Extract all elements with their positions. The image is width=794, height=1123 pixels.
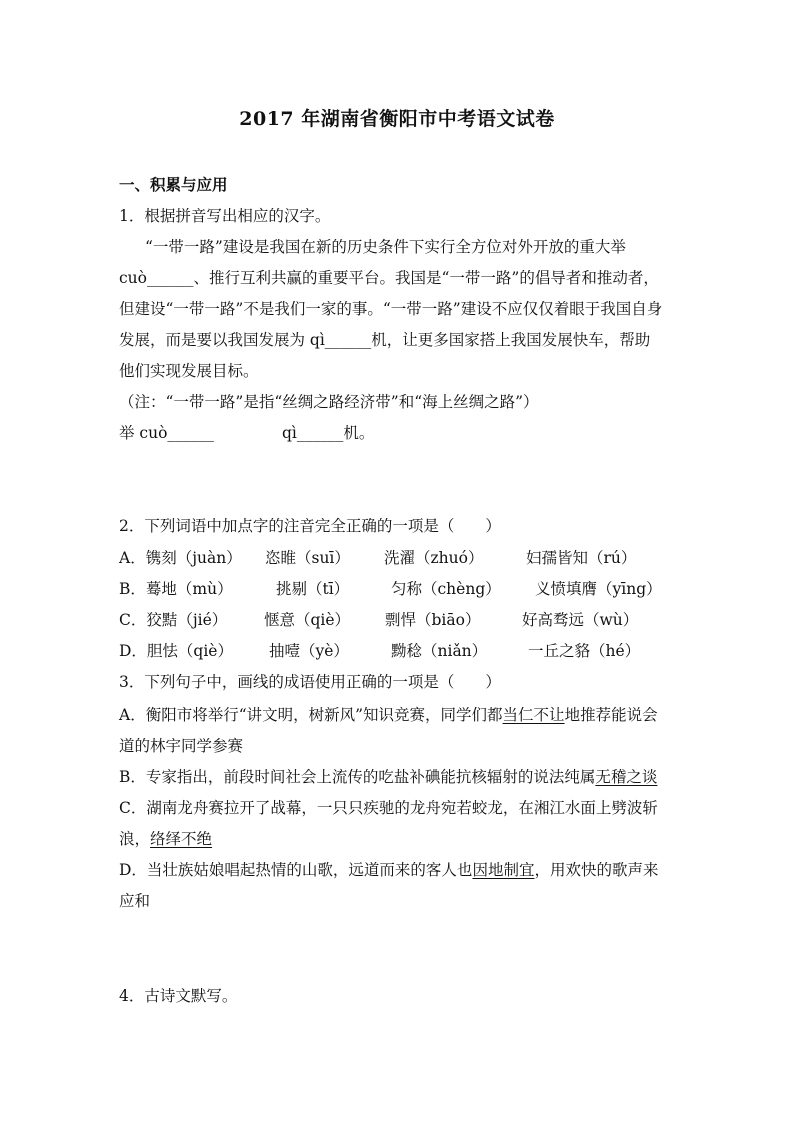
q3-option-text: 地推荐能说会 bbox=[564, 706, 658, 724]
q2-option-word: 义愤填膺（yīng） bbox=[535, 580, 662, 598]
q3-option-a[interactable] bbox=[119, 705, 658, 725]
q2-option-word: 好高骛远（wù） bbox=[522, 611, 639, 629]
q2-option-word: 挑剔（tī） bbox=[276, 580, 350, 598]
q3-option-a-cont: 道的林宇同学参赛 bbox=[119, 737, 244, 755]
q3-underlined-idiom: 因地制宜 bbox=[472, 861, 535, 879]
q3-option-text: 浪， bbox=[119, 830, 151, 848]
q2-option-word: 惬意（qiè） bbox=[264, 611, 351, 629]
q3-option-c-cont bbox=[119, 829, 212, 849]
q2-option-word: A．镌刻（juàn） bbox=[119, 549, 242, 567]
q3-underlined-idiom: 络绎不绝 bbox=[150, 830, 213, 848]
q1-para-line: cuò______、推行互利共赢的重要平台。我国是“一带一路”的倡导者和推动者， bbox=[119, 269, 659, 287]
q2-option-word: D．胆怯（qiè） bbox=[119, 642, 233, 660]
q1-note: （注：“一带一路”是指“丝绸之路经济带”和“海上丝绸之路”） bbox=[119, 393, 539, 411]
q1-answer-blank[interactable]: qì______机。 bbox=[282, 424, 375, 442]
q3-stem: 3．下列句子中，画线的成语使用正确的一项是（ ） bbox=[119, 673, 501, 691]
q2-option-a[interactable] bbox=[119, 548, 636, 568]
q1-para-line: 但建设“一带一路”不是我们一家的事。“一带一路”建设不应仅仅着眼于我国自身 bbox=[119, 300, 663, 318]
q3-option-d[interactable] bbox=[119, 860, 658, 880]
q2-option-word: 洗濯（zhuó） bbox=[384, 549, 484, 567]
q1-answer-blank[interactable]: 举 cuò______ bbox=[119, 424, 214, 442]
q2-option-word: 匀称（chèng） bbox=[391, 580, 501, 598]
q4-stem: 4．古诗文默写。 bbox=[119, 987, 238, 1005]
q2-option-word: C．狡黠（jié） bbox=[119, 611, 228, 629]
q3-option-text: ，用欢快的歌声来 bbox=[534, 861, 659, 879]
q2-stem: 2．下列词语中加点字的注音完全正确的一项是（ ） bbox=[119, 517, 501, 535]
exam-title: 2017 年湖南省衡阳市中考语文试卷 bbox=[239, 108, 555, 130]
q1-para-line: 他们实现发展目标。 bbox=[119, 362, 259, 380]
q2-option-word: 妇孺皆知（rú） bbox=[526, 549, 637, 567]
q3-option-text: A．衡阳市将举行“讲文明，树新风”知识竞赛，同学们都 bbox=[119, 706, 503, 724]
q1-stem: 1．根据拼音写出相应的汉字。 bbox=[119, 207, 331, 225]
q3-option-text: B．专家指出，前段时间社会上流传的吃盐补碘能抗核辐射的说法纯属 bbox=[119, 768, 596, 786]
q3-option-d-cont: 应和 bbox=[119, 892, 151, 910]
q2-option-word: 黝稔（niǎn） bbox=[391, 642, 488, 660]
q2-option-word: 剽悍（biāo） bbox=[385, 611, 481, 629]
q2-option-word: 恣睢（suī） bbox=[265, 549, 350, 567]
q3-option-c[interactable]: C．湖南龙舟赛拉开了战幕，一只只疾驰的龙舟宛若蛟龙，在湘江水面上劈波斩 bbox=[119, 799, 658, 817]
section-heading: 一、积累与应用 bbox=[119, 175, 228, 194]
q2-option-word: B．蓦地（mù） bbox=[119, 580, 233, 598]
q1-para-line: 发展，而是要以我国发展为 qì______机，让更多国家搭上我国发展快车，帮助 bbox=[119, 331, 651, 349]
q3-option-text: D．当壮族姑娘唱起热情的山歌，远道而来的客人也 bbox=[119, 861, 473, 879]
q2-option-b[interactable] bbox=[119, 579, 662, 599]
q2-option-word: 一丘之貉（hé） bbox=[528, 642, 641, 660]
q3-option-b[interactable] bbox=[119, 767, 657, 787]
q3-underlined-idiom: 无稽之谈 bbox=[595, 768, 658, 786]
q1-para-line: “一带一路”建设是我国在新的历史条件下实行全方位对外开放的重大举 bbox=[145, 238, 626, 256]
q2-option-d[interactable] bbox=[119, 641, 640, 661]
q2-option-word: 抽噎（yè） bbox=[269, 642, 349, 660]
q2-option-c[interactable] bbox=[119, 610, 638, 630]
q3-underlined-idiom: 当仁不让 bbox=[502, 706, 565, 724]
